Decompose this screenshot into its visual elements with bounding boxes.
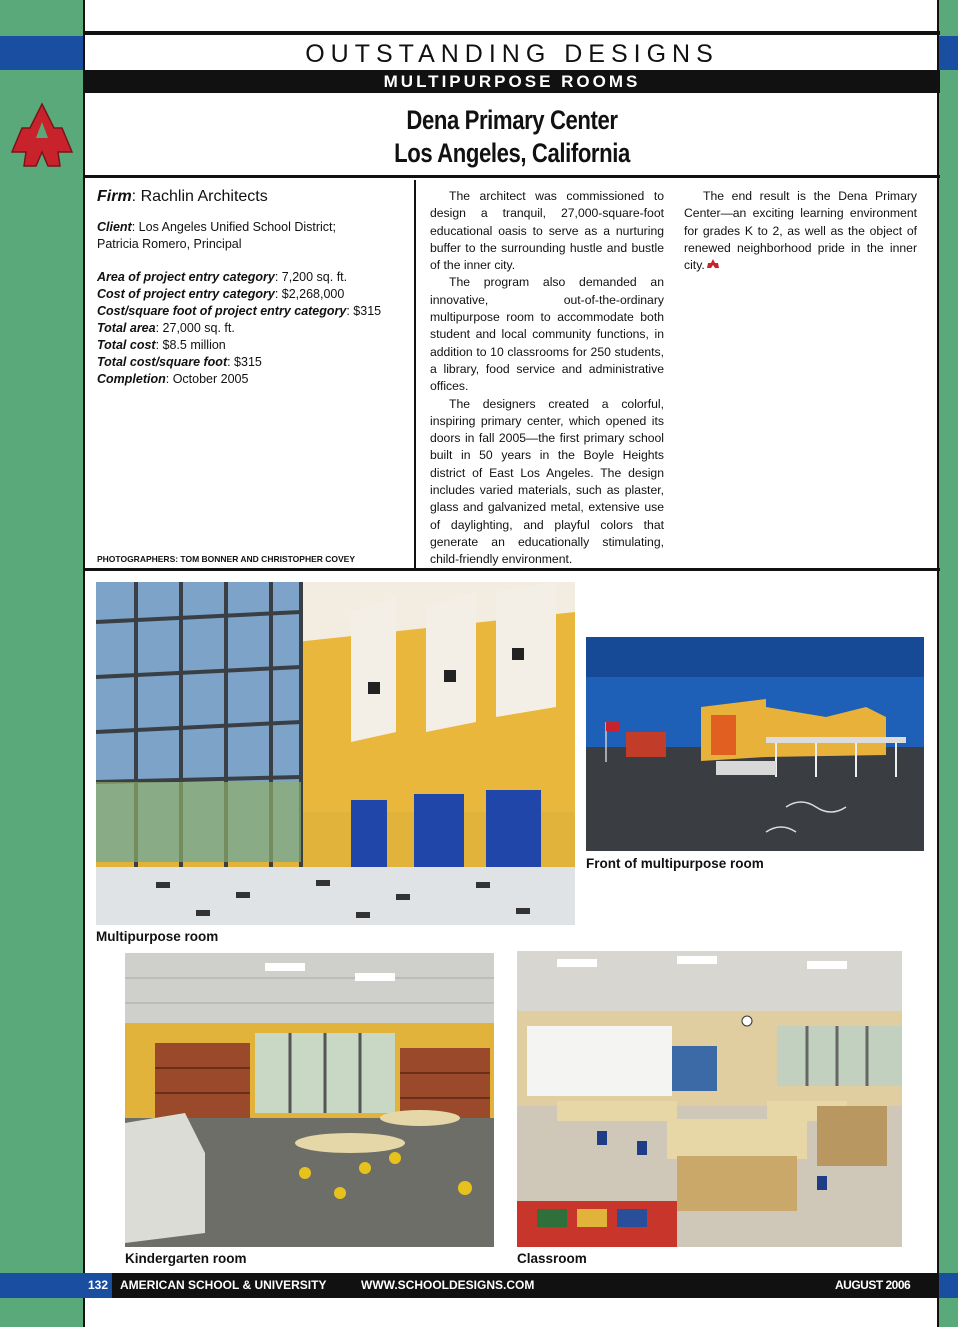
cost-entry-line <box>97 286 411 303</box>
project-details <box>97 188 411 388</box>
cost-sqft-entry-value: : $315 <box>346 304 382 318</box>
multipurpose-room-photo <box>96 582 575 925</box>
firm-label: Firm <box>97 188 132 205</box>
client-value: : Los Angeles Unified School District; <box>131 220 337 234</box>
body-paragraph-3: The designers created a colorful, inspiring primary center, which opened its doors in fall 2005—the first primary school built in 50 years in the Boyle Heights district of East Los Angeles. The design includes varied materials, such as plaster, glass and galvanized metal, extensive use of daylighting, and playful colors that generate an educationally stimulating, child-friendly environment. <box>430 396 664 567</box>
page-number: 132 <box>84 1273 112 1298</box>
body-paragraph-2: The program also demanded an innovative, out-of-the-ordinary multipurpose room to accommodate both student and local community functions, in addition to 10 classrooms for 250 students, a library, food service and administrative offices. <box>430 275 664 394</box>
front-caption: Front of multipurpose room <box>586 856 764 871</box>
cost-entry-label: Cost of project entry category <box>97 287 275 301</box>
cost-block <box>97 269 411 388</box>
front-multipurpose-image <box>586 637 924 851</box>
left-green-band <box>0 0 84 1327</box>
front-multipurpose-photo <box>586 637 924 851</box>
client-line <box>97 219 411 236</box>
kindergarten-photo <box>125 953 494 1247</box>
firm-value: : Rachlin Architects <box>131 188 268 205</box>
body-column-1 <box>430 188 664 569</box>
kindergarten-image <box>125 953 494 1247</box>
award-logo-icon <box>10 102 74 168</box>
project-location: Los Angeles, California <box>394 138 630 168</box>
top-rule <box>84 31 940 35</box>
footer-right-blue <box>939 1273 958 1298</box>
total-cost-sqft-value: : $315 <box>227 355 262 369</box>
category-bar <box>84 70 940 93</box>
area-entry-value: : 7,200 sq. ft. <box>274 270 348 284</box>
column-divider <box>414 180 416 568</box>
cost-sqft-entry-line <box>97 303 411 320</box>
total-cost-sqft-line <box>97 354 411 371</box>
completion-label: Completion <box>97 372 166 386</box>
cost-sqft-entry-label: Cost/square foot of project entry category <box>97 304 347 318</box>
publication-name: AMERICAN SCHOOL & UNIVERSITY <box>120 1278 327 1292</box>
firm-line <box>97 188 411 205</box>
client-label: Client <box>97 220 132 234</box>
left-blue-band <box>0 36 84 70</box>
total-cost-line <box>97 337 411 354</box>
photographers-credit: PHOTOGRAPHERS: TOM BONNER AND CHRISTOPHER COVEY <box>97 554 356 564</box>
end-mark-icon <box>707 259 719 270</box>
body-paragraph-4 <box>684 188 917 274</box>
total-cost-label: Total cost <box>97 338 156 352</box>
text-bottom-rule <box>84 568 940 571</box>
classroom-caption: Classroom <box>517 1251 587 1266</box>
total-cost-value: : $8.5 million <box>155 338 226 352</box>
left-vertical-rule <box>83 0 85 1327</box>
client-principal: Patricia Romero, Principal <box>97 237 242 251</box>
body-column-2 <box>684 188 917 274</box>
total-cost-sqft-label: Total cost/square foot <box>97 355 228 369</box>
classroom-photo <box>517 951 902 1247</box>
total-area-value: : 27,000 sq. ft. <box>155 321 235 335</box>
area-entry-line <box>97 269 411 286</box>
cost-entry-value: : $2,268,000 <box>274 287 345 301</box>
kindergarten-caption: Kindergarten room <box>125 1251 247 1266</box>
issue-date: AUGUST 2006 <box>835 1278 911 1292</box>
body-paragraph-1: The architect was commissioned to design a tranquil, 27,000-square-foot educational oasis to serve as a nurturing buffer to the surrounding hustle and bustle of the inner city. <box>430 189 664 273</box>
body-paragraph-4-text: The end result is the Dena Primary Center—an exciting learning environment for grades K to 2, as well as the object of renewed neighborhood pride in the inner city. <box>684 189 917 273</box>
project-name: Dena Primary Center <box>406 105 618 135</box>
total-area-label: Total area <box>97 321 156 335</box>
completion-value: : October 2005 <box>165 372 249 386</box>
multipurpose-caption: Multipurpose room <box>96 929 219 944</box>
client-block <box>97 219 411 253</box>
right-blue-band <box>939 36 958 70</box>
footer-left-blue <box>0 1273 84 1298</box>
right-green-band <box>939 0 958 1327</box>
right-vertical-rule <box>937 0 939 1327</box>
classroom-image <box>517 951 902 1247</box>
total-area-line <box>97 320 411 337</box>
completion-line <box>97 371 411 388</box>
multipurpose-room-image <box>96 582 575 925</box>
title-rule <box>84 175 940 178</box>
website-link[interactable]: WWW.SCHOOLDESIGNS.COM <box>361 1278 535 1292</box>
section-title: OUTSTANDING DESIGNS <box>305 40 719 68</box>
area-entry-label: Area of project entry category <box>97 270 275 284</box>
project-title <box>163 104 862 170</box>
category-title: MULTIPURPOSE ROOMS <box>383 72 641 91</box>
